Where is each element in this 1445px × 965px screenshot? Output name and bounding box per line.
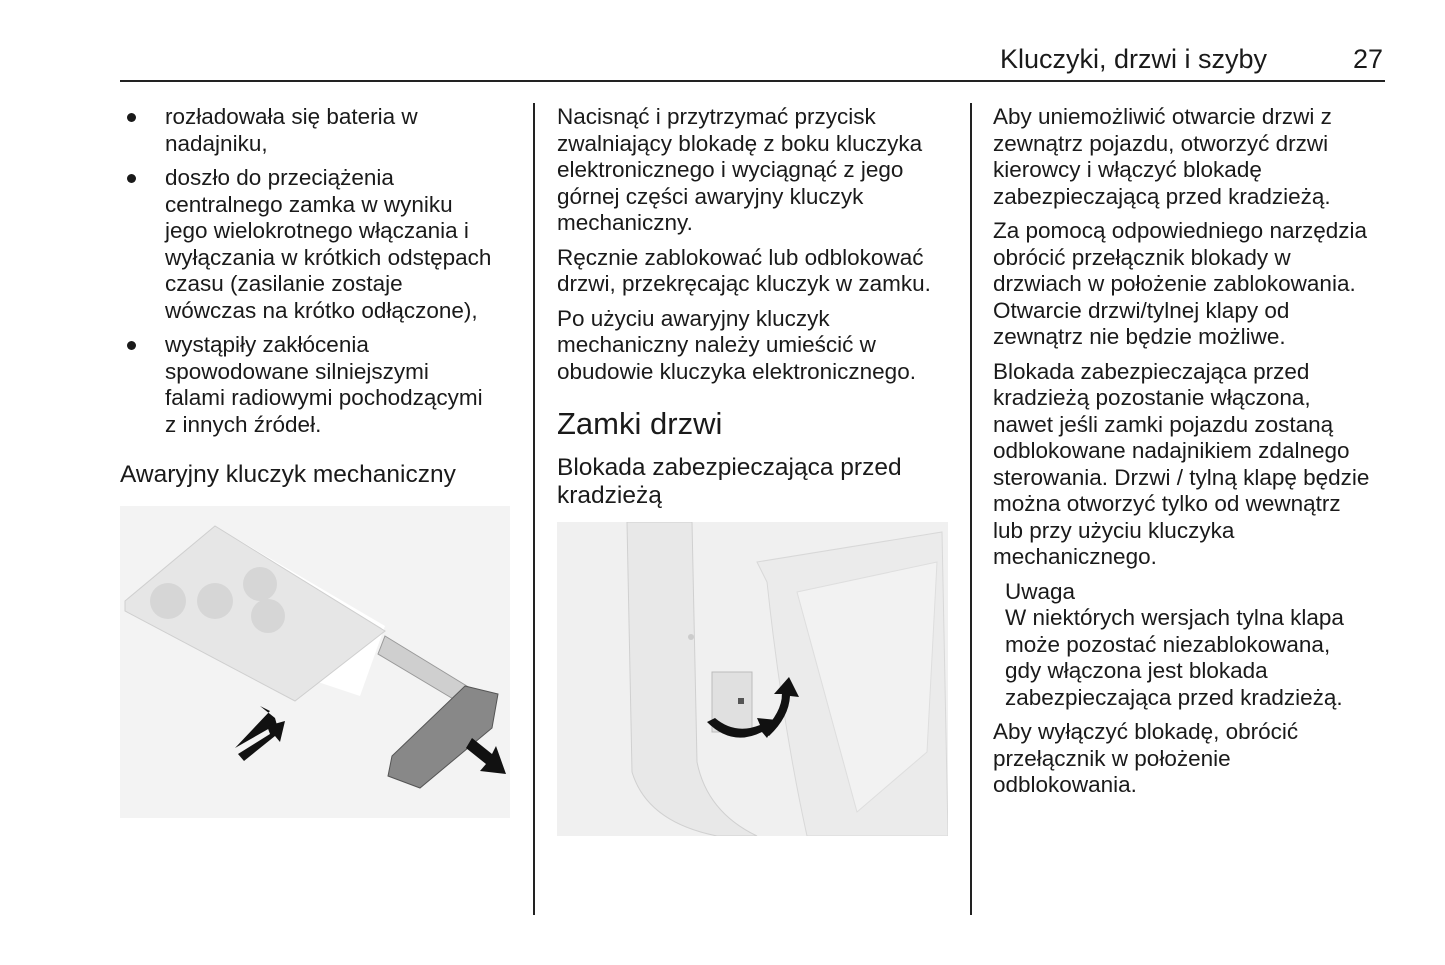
text-line: sterowania. Drzwi / tylną klapę będzie [993,464,1370,490]
note-title: Uwaga [1005,578,1076,604]
page-number: 27 [1352,44,1383,74]
paragraph [993,104,1393,210]
text-line: Ręcznie zablokować lub odblokować [557,244,924,270]
text-line: W niektórych wersjach tylna klapa [1005,605,1344,630]
text-line: drzwi, przekręcając kluczyk w zamku. [557,271,931,296]
text-line: Nacisnąć i przytrzymać przycisk [557,104,876,129]
text-line: wówczas na krótko odłączone), [165,297,478,323]
text-line: wystąpiły zakłócenia [165,332,369,357]
text-line: centralnego zamka w wyniku [165,191,453,217]
text-line: gdy włączona jest blokada [1005,658,1268,683]
bullet-icon [127,341,136,350]
text-line: z innych źródeł. [165,411,322,437]
text-line: nawet jeśli zamki pojazdu zostaną [993,411,1334,437]
header-title: Kluczyki, drzwi i szyby [999,44,1267,74]
text-line: odblokowania. [993,772,1137,797]
key-illustration [120,506,510,818]
paragraph [993,359,1393,571]
section-heading: Awaryjny kluczyk mechaniczny [120,461,456,488]
bullet-item [120,165,520,324]
text-line: można otworzyć tylko od wewnątrz [993,491,1341,516]
text-line: zewnątrz pojazdu, otworzyć drzwi [993,130,1329,156]
bullet-item [120,332,520,438]
text-line: Aby wyłączyć blokadę, obrócić [993,719,1299,744]
text-line: lub przy użyciu kluczyka [993,517,1235,543]
paragraph [557,306,957,386]
text-line: zewnątrz nie będzie możliwe. [993,324,1286,349]
paragraph [557,104,957,237]
text-line: Za pomocą odpowiedniego narzędzia [993,218,1367,243]
text-line: jego wielokrotnego włączania i [165,218,469,243]
text-line: zwalniający blokadę z boku kluczyka [557,130,923,156]
text-line: zabezpieczającą przed kradzieżą. [993,183,1331,209]
text-line: kradzieżą pozostanie włączona, [993,385,1311,410]
text-line: nadajniku, [165,130,268,156]
text-line: rozładowała się bateria w [165,104,418,129]
bullet-icon [127,113,136,122]
text-line: kradzieżą [557,481,662,509]
text-line: czasu (zasilanie zostaje [165,271,403,296]
column-3 [993,104,1393,807]
paragraph [993,719,1393,799]
text-line: obrócić przełącznik blokady w [993,244,1291,270]
door-lock-illustration [557,522,948,836]
text-line: obudowie kluczyka elektronicznego. [557,358,916,384]
text-line: może pozostać niezablokowana, [1005,631,1331,657]
bullet-icon [127,174,136,183]
text-line: falami radiowymi pochodzącymi [165,385,483,410]
column-1 [120,104,520,818]
text-line: odblokowane nadajnikiem zdalnego [993,438,1350,463]
header-rule [120,80,1385,82]
text-line: górnej części awaryjny kluczyk [557,183,864,209]
text-line: przełącznik w położenie [993,745,1231,771]
text-line: Blokada zabezpieczająca przed [557,453,902,481]
subheading [557,454,957,510]
text-line: Blokada zabezpieczająca przed [993,358,1310,384]
text-line: Po użyciu awaryjny kluczyk [557,305,830,331]
text-line: doszło do przeciążenia [165,165,394,190]
text-line: elektronicznego i wyciągnąć z jego [557,157,904,182]
column-divider [533,103,535,915]
column-divider [970,103,972,915]
section-title: Zamki drzwi [557,406,723,441]
text-line: Aby uniemożliwić otwarcie drzwi z [993,104,1332,129]
text-line: kierowcy i włączyć blokadę [993,157,1262,182]
text-line: spowodowane silniejszymi [165,358,429,384]
text-line: zabezpieczająca przed kradzieżą. [1005,684,1343,710]
text-line: mechaniczny należy umieścić w [557,332,876,357]
bullet-item [120,104,520,157]
column-2 [557,104,957,836]
text-line: wyłączania w krótkich odstępach [165,244,492,270]
text-line: drzwiach w położenie zablokowania. [993,271,1356,296]
text-line: mechanicznego. [993,544,1157,569]
paragraph [557,245,957,298]
paragraph [993,218,1393,351]
note-box [993,579,1393,712]
text-line: mechaniczny. [557,210,693,235]
text-line: Otwarcie drzwi/tylnej klapy od [993,297,1290,323]
